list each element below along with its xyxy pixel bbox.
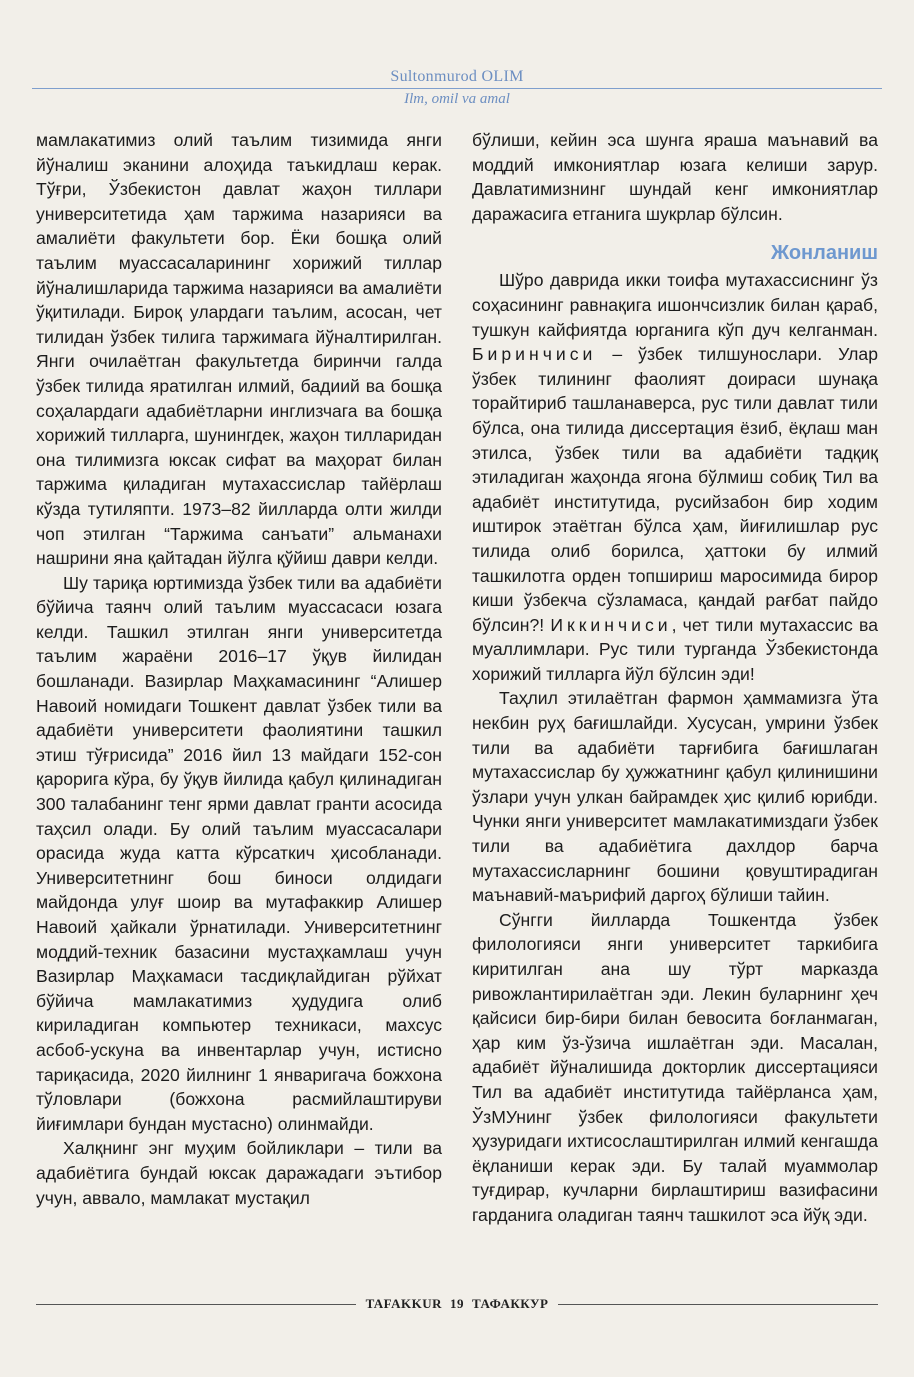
running-header: [32, 68, 882, 108]
header-rule: [32, 88, 882, 89]
text-run: Шўро даврида икки тоифа мутахассиснинг ўз соҳасининг равнақига ишончсизлик билан қараб, тушкун кайфиятда юрганига кўп дуч келганман.: [472, 270, 878, 340]
footer-rule-right: [558, 1304, 878, 1305]
footer-journal-cyrillic: ТАФАККУР: [472, 1296, 549, 1311]
footer-rule-left: [36, 1304, 356, 1305]
text-run: – ўзбек тилшунослари. Улар ўзбек тилининг фаолият доираси шунақа торайтириб ташланаверса, рус тили давлат тили бўлса, она тилида диссертация ёзиб, ёқлаш ман этилса, ўзбек тили ва адабиёти тадқиқ этиладиган жаҳонда ягона бўлмиш собиқ Тил ва адабиёт институтида, русийзабон бир ходим иштирок этаётган бўлса ҳам, йиғилишлар рус тилида олиб борилса, ҳаттоки бу илмий ташкилотга орден топшириш маросимида бирор киши ўзбекча сўзламаса, қандай рағбат пайдо бўлсин?!: [472, 344, 878, 635]
paragraph: бўлиши, кейин эса шунга яраша маънавий ва моддий имкониятлар юзага келиши зарур. Давлатимизнинг шундай кенг имкониятлар даражасига етганига шукрлар бўлсин.: [472, 130, 878, 224]
page-number: 19: [450, 1296, 465, 1311]
footer-center: [356, 1296, 559, 1312]
paragraph: [472, 268, 878, 686]
paragraph: Шу тариқа юртимизда ўзбек тили ва адабиёти бўйича таянч олий таълим муассасаси юзага келди. Ташкил этилган янги университетда таълим жараёни 2016–17 ўқув йилидан бошланади. Вазирлар Маҳкамасининг “Алишер Навоий номидаги Тошкент давлат ўзбек тили ва адабиёти университети фаолиятини ташкил этиш тўғрисида” 2016 йил 13 майдаги 152-сон қарорига кўра, бу ўқув йилида қабул қилинадиган 300 талабанинг тенг ярми давлат гранти асосида таҳсил олади. Бу олий таълим муассасалари орасида жуда катта кўрсаткич ҳисобланади. Университетнинг бош биноси олдидаги майдонда улуғ шоир ва мутафаккир Алишер Навоий ҳайкали ўрнатилади. Университетнинг моддий-техник базасини мустаҳкамлаш учун Вазирлар Маҳкамаси тасдиқлайдиган рўйхат бўйича мамлакатимиз ҳудудига олиб кириладиган компьютер техникаси, махсус асбоб-ускуна ва инвентарлар учун, истисно тариқасида, 2020 йилнинг 1 январигача божхона тўловлари (божхона расмийлаштируви йиғимлари бундан мустасно) олинмайди.: [36, 572, 442, 1134]
spaced-word: Биринчиси: [472, 344, 597, 365]
article-body: [36, 128, 878, 1228]
text-run: , чет тили мутахассис ва муаллимлари. Рус тили турганда Ўзбекистонда хорижий тилларга йўл бўлсин эди!: [472, 614, 878, 684]
spaced-word: Иккинчиси: [550, 614, 672, 635]
footer-journal-latin: TAFAKKUR: [365, 1296, 443, 1311]
paragraph: Сўнгги йилларда Тошкентда ўзбек филологияси янги университет таркибига киритилган ана шу тўрт марказда ривожлантирилаётган эди. Лекин буларнинг ҳеч қайсиси бир-бири билан бевосита боғланмаган, ҳар ким ўз-ўзича ишлаётган эди. Масалан, адабиёт йўналишида докторлик диссертацияси Тил ва адабиёт институтида тайёрланса ҳам, ЎзМУнинг ўзбек филологияси факультети ҳузуридаги ихтисослаштирилган илмий кенгашда ёқланиши керак эди. Бу талай муаммолар туғдирар, кучларни бирлаштириш вазифасини гарданига оладиган таянч ташкилот эса йўқ эди.: [472, 909, 878, 1225]
header-author: Sultonmurod OLIM: [390, 68, 524, 85]
column-left: [36, 128, 442, 1228]
paragraph: мамлакатимиз олий таълим тизимида янги йўналиш эканини алоҳида таъкидлаш керак. Тўғри, Ўзбекистон давлат жаҳон тиллари университетида ҳам таржима назарияси ва амалиёти факультети бор. Ёки бошқа олий таълим муассасаларининг хорижий тиллар йўналишларида таржима назарияси ва амалиёти ўқитилади. Бироқ улардаги таълим, асосан, чет тилидан ўзбек тилига таржимага йўналтирилган. Янги очилаётган факультетда биринчи галда ўзбек тилида яратилган илмий, бадиий ва бошқа соҳалардаги адабиётларни инглизчага ва бошқа хорижий тилларга, шунингдек, жаҳон тилларидан она тилимизга юксак сифат ва маҳорат билан таржима қиладиган мутахассислар тайёрлаш кўзда тутиляпти. 1973–82 йилларда олти жилди чоп этилган “Таржима санъати” альманахи нашрини яна қайтадан йўлга қўйиш даври келди.: [36, 130, 442, 569]
header-subtitle: Ilm, omil va amal: [404, 91, 510, 107]
paragraph: Таҳлил этилаётган фармон ҳаммамизга ўта некбин руҳ бағишлайди. Хусусан, умрини ўзбек тили ва адабиёти тарғибига бағишлаган мутахассислар бу ҳужжатнинг қабул қилинишини ўзлари учун улкан байрамдек ҳис қилиб юрибди. Чунки янги университет мамлакатимиздаги ўзбек тили ва адабиётига дахлдор барча мутахассисларнинг бошини қовуштирадиган маънавий-маърифий даргоҳ бўлиши тайин.: [472, 688, 878, 906]
section-heading: Жонланиш: [771, 242, 878, 265]
page-footer: [36, 1294, 878, 1314]
paragraph: Халқнинг энг муҳим бойликлари – тили ва адабиётига бундай юксак даражадаги эътибор учун, аввало, мамлакат мустақил: [36, 1138, 442, 1208]
column-right: [472, 128, 878, 1228]
